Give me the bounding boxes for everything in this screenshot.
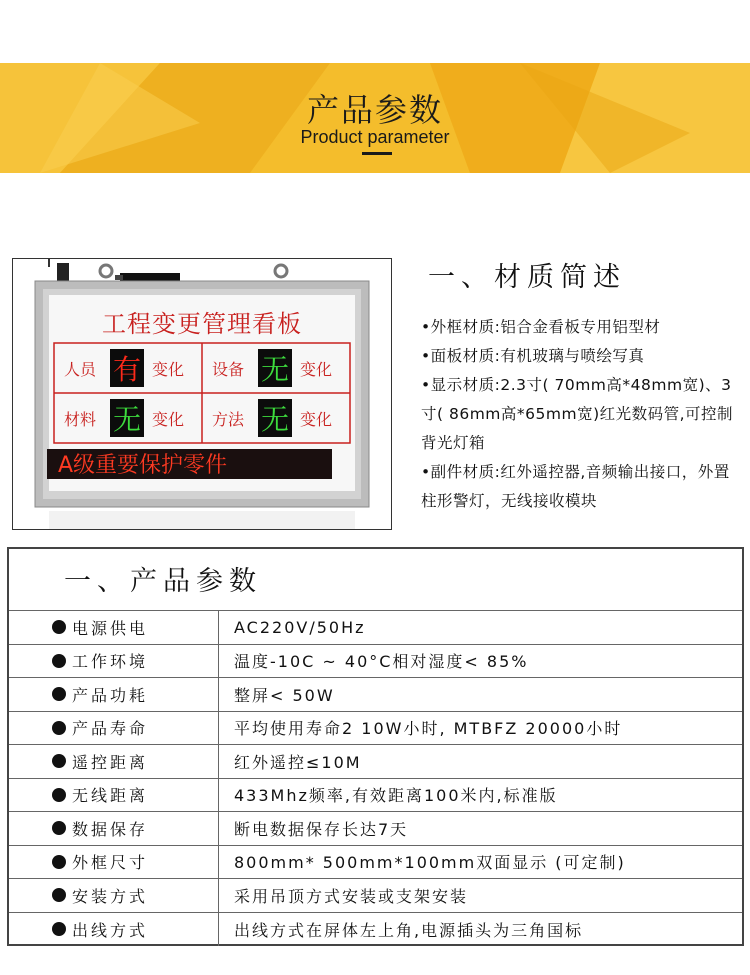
param-key: 安装方式 <box>72 886 149 906</box>
param-key: 产品寿命 <box>72 719 149 739</box>
material-item: •显示材质:2.3寸( 70mm高*48mm宽)、3寸( 86mm高*65mm宽)红光数码管,可控制背光灯箱 <box>421 376 734 452</box>
param-value: 平均使用寿命2 10W小时, MTBFZ 20000小时 <box>234 719 623 739</box>
board-scroll-text: A级重要保护零件 <box>58 453 228 478</box>
board-title: 工程变更管理看板 <box>102 310 302 338</box>
param-key: 出线方式 <box>72 920 149 940</box>
board-cell-status: 变化 <box>300 410 333 429</box>
board-cell-status: 变化 <box>300 360 333 379</box>
bullet-dot-icon <box>52 821 66 835</box>
board-cell-status: 变化 <box>152 410 185 429</box>
table-row <box>9 779 742 813</box>
banner-subtitle: Product parameter <box>300 127 450 147</box>
board-cell-status: 变化 <box>152 360 185 379</box>
table-row <box>9 846 742 880</box>
param-key: 工作环境 <box>72 652 149 672</box>
parameter-table <box>7 547 744 946</box>
material-item: •外框材质:铝合金看板专用铝型材 <box>421 318 661 336</box>
table-row <box>9 712 742 746</box>
param-key: 电源供电 <box>72 618 149 638</box>
material-section-title: 一、材质简述 <box>428 262 626 293</box>
bullet-dot-icon <box>52 620 66 634</box>
board-cell-value: 无 <box>260 353 290 386</box>
parameter-table-title: 一、产品参数 <box>64 566 262 597</box>
bullet-dot-icon <box>52 754 66 768</box>
param-value: 采用吊顶方式安装或支架安装 <box>234 886 469 906</box>
param-value: 433Mhz频率,有效距离100米内,标准版 <box>234 786 558 806</box>
board-cell-label: 设备 <box>212 360 245 379</box>
param-key: 产品功耗 <box>72 685 149 705</box>
board-cell-label: 人员 <box>64 360 97 379</box>
param-value: 出线方式在屏体左上角,电源插头为三角国标 <box>234 920 584 940</box>
table-row <box>9 611 742 645</box>
table-row <box>9 745 742 779</box>
board-cell-label: 方法 <box>212 410 245 429</box>
banner-title: 产品参数 <box>306 91 443 129</box>
param-value: 800mm* 500mm*100mm双面显示 (可定制) <box>234 853 626 873</box>
board-cell-value: 有 <box>112 353 142 386</box>
table-row <box>9 812 742 846</box>
material-item: •副件材质:红外遥控器,音频输出接口，外置柱形警灯，无线接收模块 <box>421 463 730 510</box>
param-value: 红外遥控≤10M <box>234 752 362 772</box>
param-value: AC220V/50Hz <box>234 617 366 637</box>
banner-underline <box>362 152 392 155</box>
parameter-table-header <box>9 549 742 611</box>
bullet-dot-icon <box>52 922 66 936</box>
product-photo <box>12 258 392 530</box>
material-list <box>421 313 743 516</box>
bullet-dot-icon <box>52 654 66 668</box>
table-row <box>9 645 742 679</box>
board-cell-value: 无 <box>260 403 290 436</box>
table-row <box>9 879 742 913</box>
param-key: 遥控距离 <box>72 752 149 772</box>
param-value: 整屏< 50W <box>234 685 335 705</box>
param-key: 外框尺寸 <box>72 853 149 873</box>
table-row <box>9 678 742 712</box>
bullet-dot-icon <box>52 788 66 802</box>
param-value: 温度-10C ~ 40°C相对湿度< 85% <box>234 652 529 672</box>
bullet-dot-icon <box>52 687 66 701</box>
param-key: 无线距离 <box>72 786 149 806</box>
header-banner <box>0 63 750 173</box>
material-item: •面板材质:有机玻璃与喷绘写真 <box>421 347 645 365</box>
table-row <box>9 913 742 947</box>
param-value: 断电数据保存长达7天 <box>234 819 409 839</box>
bullet-dot-icon <box>52 721 66 735</box>
board-cell-value: 无 <box>112 403 142 436</box>
board-cell-label: 材料 <box>64 410 97 429</box>
bullet-dot-icon <box>52 855 66 869</box>
bullet-dot-icon <box>52 888 66 902</box>
param-key: 数据保存 <box>72 819 149 839</box>
